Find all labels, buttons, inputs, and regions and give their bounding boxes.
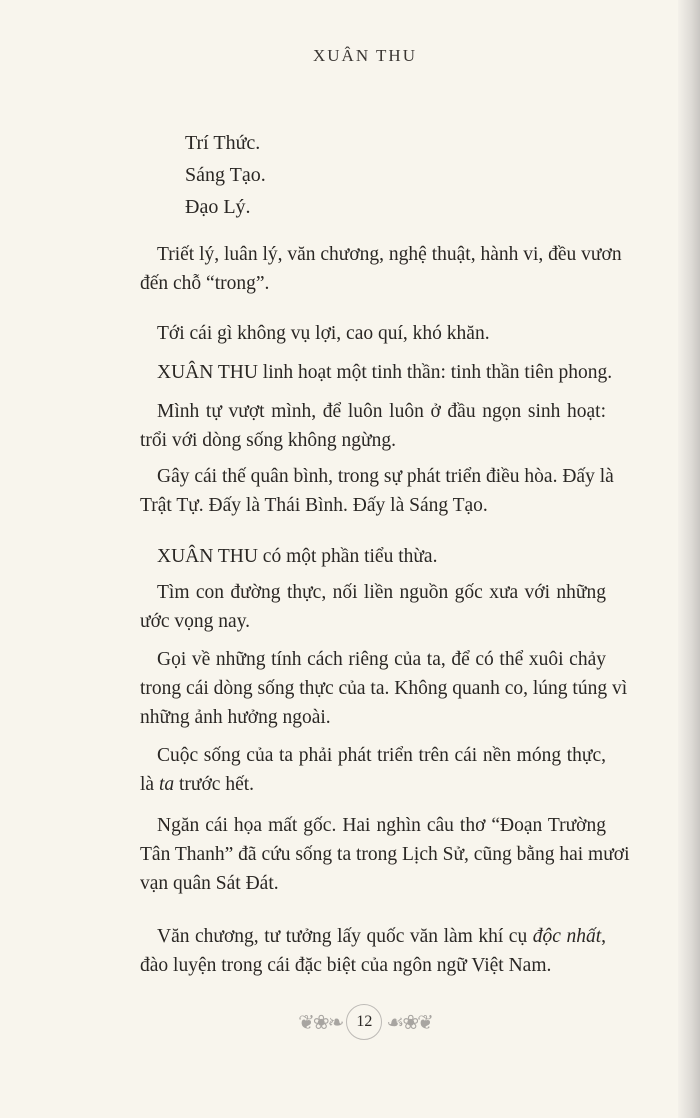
- text-line: XUÂN THU có một phần tiểu thừa.: [157, 546, 438, 567]
- page-edge-shadow: [678, 0, 700, 1118]
- paragraph: [140, 358, 613, 387]
- text-line: trổi với dòng sống không ngừng.: [140, 430, 396, 451]
- text-run: Văn chương, tư tưởng lấy quốc văn làm khí cụ: [157, 926, 533, 947]
- list-item: Đạo Lý.: [185, 196, 251, 218]
- running-header: XUÂN THU: [313, 46, 417, 65]
- page-footer: [0, 1004, 700, 1040]
- list-item: Trí Thức.: [185, 132, 261, 154]
- text-line: Tìm con đường thực, nối liền nguồn gốc xưa với những: [157, 582, 606, 603]
- page-number: 12: [346, 1004, 382, 1040]
- paragraph: [140, 645, 628, 732]
- paragraph: [140, 397, 606, 455]
- paragraph: [140, 578, 606, 636]
- text-line: Mình tự vượt mình, để luôn luôn ở đầu ngọn sinh hoạt:: [157, 401, 606, 422]
- text-line: đào luyện trong cái đặc biệt của ngôn ngữ Việt Nam.: [140, 955, 552, 976]
- text-line: Gây cái thế quân bình, trong sự phát triển điều hòa. Đấy là: [157, 466, 614, 487]
- text-line: Ngăn cái họa mất gốc. Hai nghìn câu thơ “Đoạn Trường: [157, 815, 606, 836]
- text-line: [140, 922, 606, 951]
- paragraph: [140, 811, 630, 898]
- paragraph: [140, 319, 606, 348]
- text-line: Cuộc sống của ta phải phát triển trên cái nền móng thực,: [157, 745, 606, 766]
- text-line: XUÂN THU linh hoạt một tinh thần: tinh thần tiên phong.: [157, 362, 613, 383]
- italic-emphasis: độc nhất: [532, 926, 602, 947]
- paragraph: [140, 741, 606, 799]
- floral-ornament-right-icon: ☙❀❦: [386, 1011, 432, 1034]
- text-line: ước vọng nay.: [140, 611, 251, 632]
- text-line: đến chỗ “trong”.: [140, 273, 270, 294]
- text-line: trong cái dòng sống thực của ta. Không quanh co, lúng túng vì: [140, 678, 628, 699]
- text-run: trước hết.: [174, 774, 255, 795]
- text-line: [140, 770, 606, 799]
- text-line: Triết lý, luân lý, văn chương, nghệ thuật, hành vi, đều vươn: [157, 244, 622, 265]
- text-line: Tân Thanh” đã cứu sống ta trong Lịch Sử, cũng bằng hai mươi: [140, 844, 630, 865]
- italic-emphasis: ta: [158, 774, 175, 795]
- text-run: là: [140, 774, 159, 795]
- text-run: ,: [601, 926, 606, 947]
- paragraph: [140, 462, 614, 520]
- paragraph: [140, 240, 622, 298]
- paragraph: [140, 542, 606, 571]
- text-line: vạn quân Sát Đát.: [140, 873, 279, 894]
- text-line: Trật Tự. Đấy là Thái Bình. Đấy là Sáng Tạo.: [140, 495, 488, 516]
- list-item: Sáng Tạo.: [185, 164, 266, 186]
- text-line: những ảnh hưởng ngoài.: [140, 707, 331, 728]
- floral-ornament-left-icon: ❦❀❧: [298, 1011, 343, 1034]
- keyword-list: [185, 127, 266, 223]
- paragraph: [140, 922, 606, 980]
- text-line: Tới cái gì không vụ lợi, cao quí, khó khăn.: [157, 323, 490, 344]
- text-line: Gọi về những tính cách riêng của ta, để có thể xuôi chảy: [157, 649, 606, 670]
